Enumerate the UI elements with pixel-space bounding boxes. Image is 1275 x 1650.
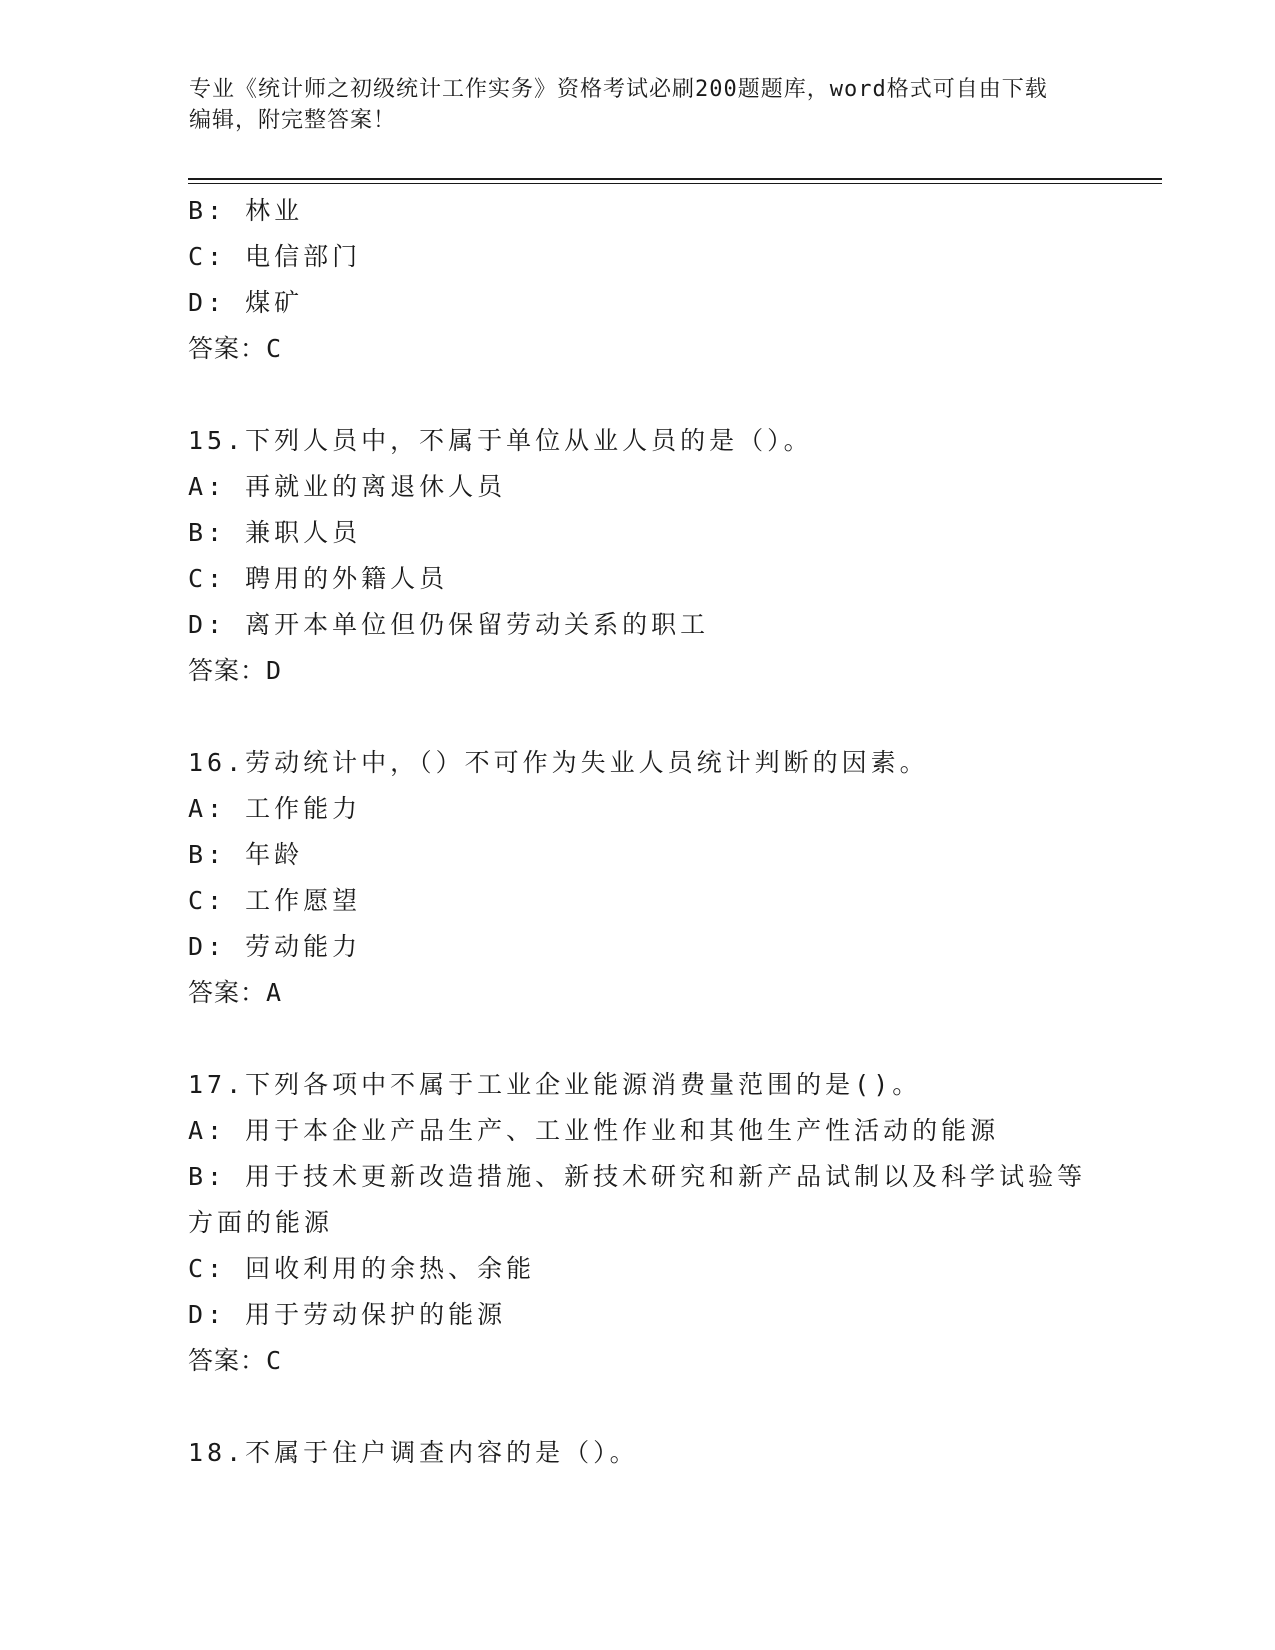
answer-line: 答案：A — [188, 978, 283, 1007]
spacer — [188, 694, 1088, 740]
option-d: D: 劳动能力 — [188, 932, 362, 961]
question-stem: 15.下列人员中，不属于单位从业人员的是（）。 — [188, 426, 813, 455]
option-b: B: 兼职人员 — [188, 518, 362, 547]
answer-line: 答案：D — [188, 656, 283, 685]
header-divider-thick — [188, 178, 1162, 180]
option-c: C: 回收利用的余热、余能 — [188, 1254, 536, 1283]
spacer — [188, 372, 1088, 418]
document-header — [189, 74, 1069, 136]
spacer — [188, 1016, 1088, 1062]
option-b: B: 林业 — [188, 196, 304, 225]
option-d: D: 用于劳动保护的能源 — [188, 1300, 507, 1329]
question-list — [188, 188, 1088, 1476]
option-a: A: 工作能力 — [188, 794, 362, 823]
question-stem: 18.不属于住户调查内容的是（）。 — [188, 1438, 639, 1467]
option-c: C: 聘用的外籍人员 — [188, 564, 449, 593]
option-d: D: 煤矿 — [188, 288, 304, 317]
question-fragment — [188, 188, 1088, 372]
question-15 — [188, 418, 1088, 694]
question-17 — [188, 1062, 1088, 1384]
option-b: B: 用于技术更新改造措施、新技术研究和新产品试制以及科学试验等方面的能源 — [188, 1162, 1087, 1237]
answer-line: 答案：C — [188, 1346, 283, 1375]
question-stem: 16.劳动统计中，（）不可作为失业人员统计判断的因素。 — [188, 748, 929, 777]
option-a: A: 用于本企业产品生产、工业性作业和其他生产性活动的能源 — [188, 1116, 1000, 1145]
option-c: C: 电信部门 — [188, 242, 362, 271]
question-stem: 17.下列各项中不属于工业企业能源消费量范围的是()。 — [188, 1070, 922, 1099]
option-c: C: 工作愿望 — [188, 886, 362, 915]
question-16 — [188, 740, 1088, 1016]
option-d: D: 离开本单位但仍保留劳动关系的职工 — [188, 610, 710, 639]
question-18 — [188, 1430, 1088, 1476]
spacer — [188, 1384, 1088, 1430]
answer-line: 答案：C — [188, 334, 283, 363]
header-divider-thin — [188, 183, 1162, 184]
option-a: A: 再就业的离退休人员 — [188, 472, 507, 501]
header-title: 专业《统计师之初级统计工作实务》资格考试必刷200题题库，word格式可自由下载编辑，附完整答案！ — [189, 77, 1048, 133]
option-b: B: 年龄 — [188, 840, 304, 869]
